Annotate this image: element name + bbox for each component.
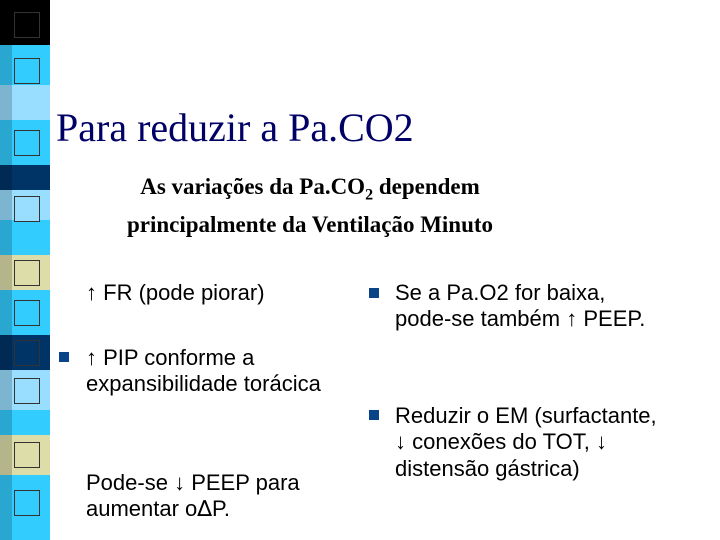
list-item-peep [86, 470, 336, 524]
arrow-down-icon: ↓ [395, 429, 406, 455]
item-text: FR (pode piorar) [103, 280, 265, 305]
decorative-square [14, 58, 40, 84]
decorative-square [14, 12, 40, 38]
subtitle-line-1 [70, 170, 550, 208]
arrow-down-icon: ↓ [596, 429, 607, 455]
decorative-square [14, 130, 40, 156]
arrow-down-icon: ↓ [174, 470, 186, 495]
subscript-two: 2 [365, 186, 374, 204]
list-item-pao2 [395, 280, 655, 333]
bullet-icon [369, 410, 379, 420]
stripe-shadow [0, 0, 12, 540]
delta-symbol: ∆ [197, 497, 213, 523]
decorative-square [14, 300, 40, 326]
bullet-icon [59, 352, 69, 362]
list-item-pip [86, 345, 326, 398]
decorative-square [14, 442, 40, 468]
subtitle-line-2: principalmente da Ventilação Minuto [126, 211, 494, 237]
slide-title: Para reduzir a Pa.CO2 [56, 105, 414, 150]
subtitle-text: As variações da Pa.CO [140, 174, 366, 199]
decorative-square [14, 260, 40, 286]
item-text: P. [212, 496, 230, 522]
list-item-fr [86, 280, 336, 306]
arrow-up-icon: ↑ [86, 345, 97, 370]
item-text: PEEP para aumentar o [86, 470, 300, 522]
item-text: Pode-se [86, 470, 168, 495]
item-text: conexões do TOT, [412, 429, 590, 455]
bullet-icon [369, 288, 379, 298]
item-text: PIP conforme a expansibilidade torácica [86, 345, 321, 397]
arrow-up-icon: ↑ [86, 280, 97, 305]
decorative-square [14, 340, 40, 366]
arrow-up-icon: ↑ [566, 306, 578, 332]
slide-subtitle [70, 170, 550, 242]
item-text: Se a Pa.O2 for baixa, pode-se também [395, 280, 606, 332]
decorative-square [14, 378, 40, 404]
subtitle-text: dependem [373, 174, 480, 199]
item-text: Reduzir o EM (surfactante, [395, 403, 657, 428]
list-item-em [395, 403, 665, 482]
item-text: PEEP. [583, 306, 646, 332]
decorative-square [14, 490, 40, 516]
item-text: distensão gástrica) [395, 455, 580, 481]
decorative-square [14, 196, 40, 222]
